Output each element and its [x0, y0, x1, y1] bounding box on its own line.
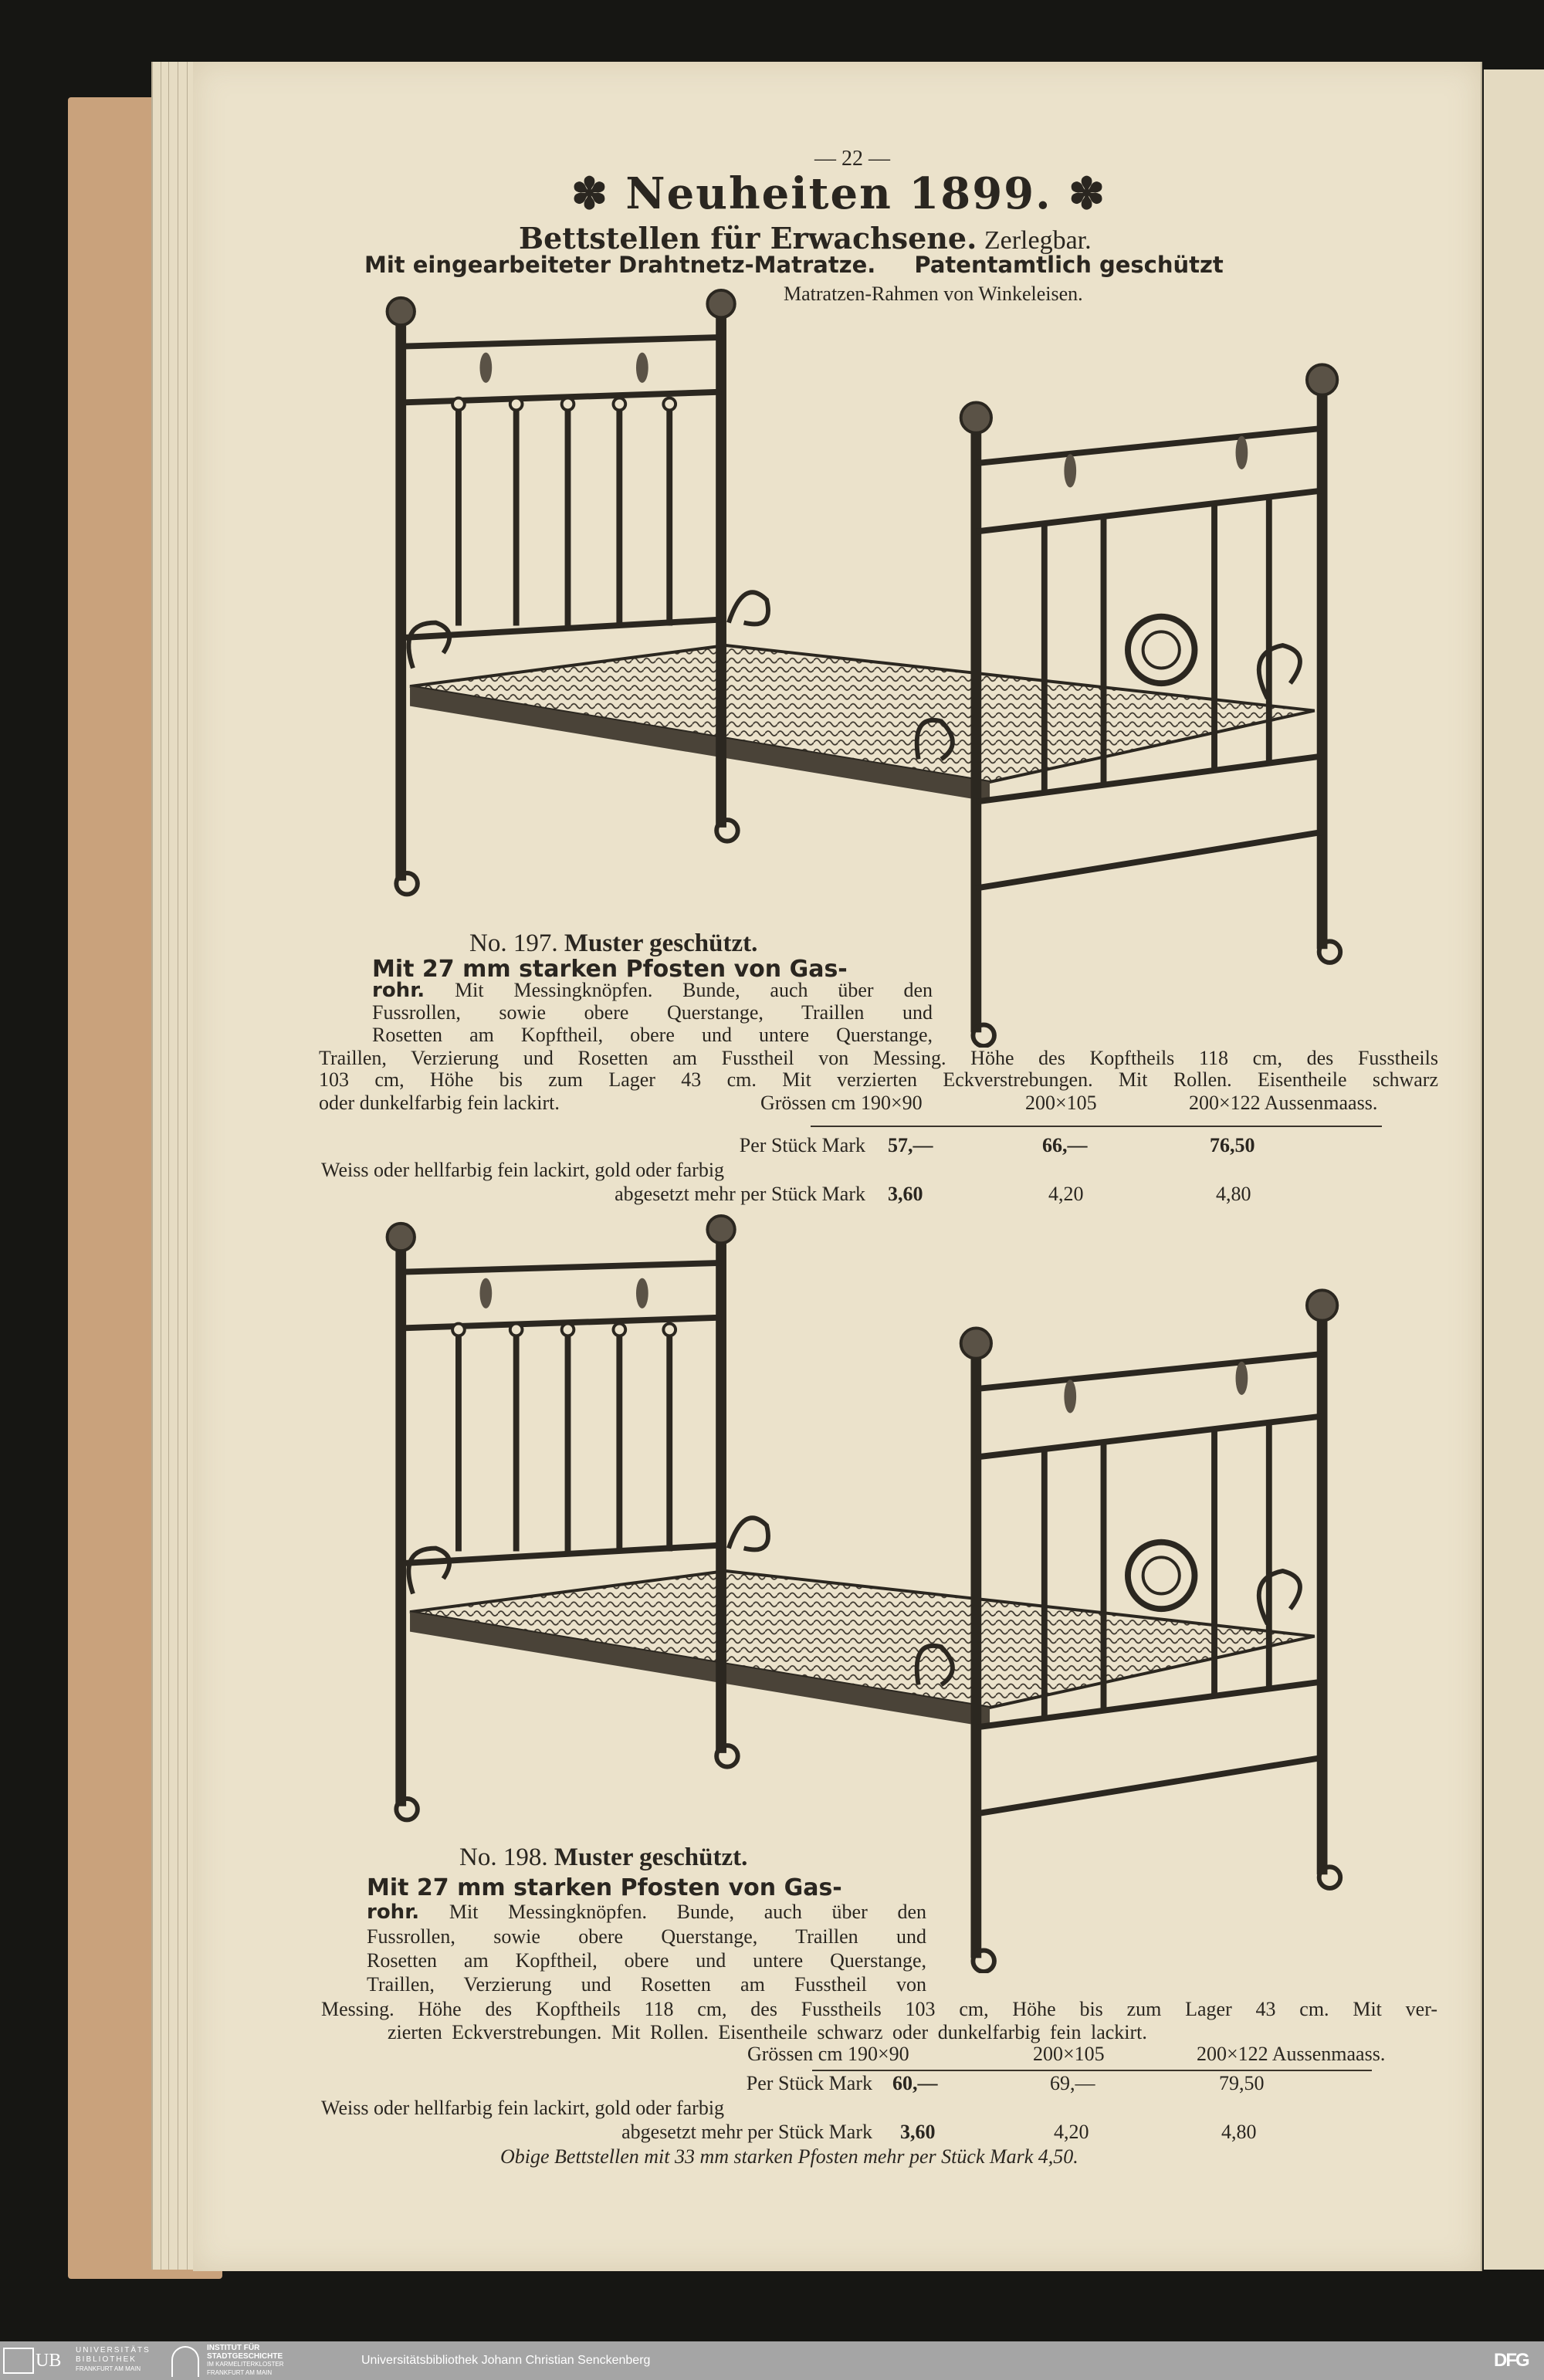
rosette: [613, 398, 625, 411]
product-number: No. 198.: [459, 1843, 548, 1871]
desc-bold: rohr.: [367, 1901, 420, 1924]
center-medallion: [1128, 617, 1195, 684]
size-col-2: 200×105: [1025, 1092, 1097, 1114]
castor-wheel: [973, 1025, 994, 1047]
footboard-rail: [976, 832, 1322, 889]
price-col-1: 57,—: [888, 1134, 933, 1156]
price-col-2: 66,—: [1042, 1134, 1088, 1156]
castor-wheel: [973, 1951, 994, 1972]
sizes-header: [747, 2043, 909, 2066]
title-text: Neuheiten 1899.: [625, 168, 1052, 219]
logo-line: BIBLIOTHEK: [76, 2355, 137, 2364]
castor-wheel: [396, 1799, 418, 1820]
desc-line: 103 cm, Höhe bis zum Lager 43 cm. Mit verzierten Eckverstrebungen. Mit Rollen. Eisentheile schwarz: [319, 1068, 1438, 1091]
sizes-header: [760, 1092, 923, 1115]
ub-logo-icon[interactable]: [3, 2348, 34, 2374]
thick-post-note: Obige Bettstellen mit 33 mm starken Pfosten mehr per Stück Mark 4,50.: [500, 2145, 1078, 2168]
desc-text: Mit Messingknöpfen. Bunde, auch über den: [449, 1901, 926, 1923]
page-stack-edges: [151, 62, 199, 2270]
logo-line: IM KARMELITERKLOSTER: [207, 2361, 284, 2368]
feature-line: [364, 252, 1224, 278]
brass-knob: [388, 298, 415, 325]
castor-wheel: [716, 820, 738, 841]
product-heading: [469, 929, 757, 958]
size-col-1: 190×90: [847, 2043, 909, 2065]
surcharge-col-2: 4,20: [1054, 2121, 1089, 2143]
price-label: Per Stück Mark: [739, 1134, 865, 1156]
price-col-3: 76,50: [1210, 1134, 1255, 1156]
surcharge-text: Weiss oder hellfarbig fein lackirt, gold oder farbig: [321, 1159, 725, 1181]
ub-logo-lines: [76, 2346, 151, 2374]
brass-knob: [388, 1224, 415, 1251]
brass-traille: [1236, 1362, 1248, 1395]
desc-line: oder dunkelfarbig fein lackirt.: [319, 1092, 560, 1114]
rosette: [510, 398, 523, 411]
castor-wheel: [1319, 1867, 1341, 1888]
surcharge-label: abgesetzt mehr per Stück Mark: [621, 2121, 872, 2143]
footboard-rail: [976, 1758, 1322, 1814]
brass-knob: [707, 290, 734, 317]
surcharge-col-2: 4,20: [1048, 1183, 1084, 1205]
surcharge-col-3: 4,80: [1216, 1183, 1251, 1205]
logo-line: FRANKFURT AM MAIN: [76, 2365, 141, 2372]
logo-line: INSTITUT FÜR: [207, 2344, 260, 2352]
brass-knob: [1307, 1290, 1337, 1320]
castor-wheel: [396, 873, 418, 895]
rosette: [562, 398, 574, 411]
logo-line: STADTGESCHICHTE: [207, 2351, 283, 2361]
desc-line: Messing. Höhe des Kopftheils 118 cm, des Fusstheils 103 cm, Höhe bis zum Lager 43 cm. Mit ver-: [321, 1998, 1437, 2020]
page-number: — 22 —: [814, 147, 890, 171]
feature-patent: Patentamtlich geschützt: [914, 252, 1224, 278]
surcharge-col-1: 3,60: [888, 1183, 923, 1205]
brass-knob: [961, 402, 991, 432]
surcharge-col-3: 4,80: [1221, 2121, 1257, 2143]
protection-label: Muster geschützt.: [554, 1843, 748, 1871]
brass-traille: [1064, 1380, 1076, 1413]
next-page-edge: [1484, 69, 1544, 2270]
scroll-ornament: [1259, 1571, 1300, 1624]
table-rule: [812, 2070, 1372, 2071]
desc-line: zierten Eckverstrebungen. Mit Rollen. Eisentheile schwarz oder dunkelfarbig fein lackirt.: [388, 2021, 1147, 2043]
table-rule: [811, 1126, 1382, 1127]
headboard-rail: [401, 1263, 721, 1272]
rosette: [562, 1324, 574, 1336]
footboard-rail: [976, 428, 1322, 463]
castor-wheel: [716, 1745, 738, 1767]
post-spec: Mit 27 mm starken Pfosten von Gas-: [372, 956, 848, 983]
feature-mattress: Mit eingearbeiteter Drahtnetz-Matratze.: [364, 252, 876, 278]
desc-line: Rosetten am Kopftheil, obere und untere Querstange,: [372, 1024, 933, 1046]
footboard-rail: [976, 1354, 1322, 1389]
scroll-ornament: [1259, 645, 1300, 699]
size-col-3: 200×122 Aussenmaass.: [1197, 2043, 1386, 2065]
size-col-3: 200×122 Aussenmaass.: [1189, 1092, 1378, 1114]
product-heading: [459, 1843, 747, 1872]
subtitle-bold: Bettstellen für Erwachsene.: [519, 221, 977, 256]
page-title: [571, 168, 1106, 219]
brass-knob: [961, 1328, 991, 1358]
desc-text: Mit Messingknöpfen. Bunde, auch über den: [455, 979, 933, 1001]
product-number: No. 197.: [469, 929, 558, 957]
rosette: [510, 1324, 523, 1336]
rosette: [452, 1324, 465, 1336]
size-col-2: 200×105: [1033, 2043, 1105, 2065]
subtitle-light: Zerlegbar.: [984, 226, 1092, 255]
rosette: [613, 1324, 625, 1336]
brass-traille: [636, 1278, 648, 1308]
desc-line: [372, 979, 933, 1002]
brass-traille: [1236, 436, 1248, 469]
brass-traille: [479, 353, 492, 383]
scroll-ornament: [408, 1549, 449, 1594]
desc-line: Traillen, Verzierung und Rosetten am Fusstheil von Messing. Höhe des Kopftheils 118 cm, des Fusstheils: [319, 1047, 1438, 1069]
price-label: Per Stück Mark: [746, 2072, 872, 2094]
viewer-footer: [0, 2341, 1544, 2380]
sizes-label: Grössen cm: [747, 2043, 843, 2065]
price-col-2: 69,—: [1050, 2072, 1095, 2094]
center-medallion-inner: [1143, 631, 1180, 668]
frame-note: Matratzen-Rahmen von Winkeleisen.: [784, 283, 1083, 305]
center-medallion: [1128, 1542, 1195, 1610]
brass-traille: [1064, 454, 1076, 487]
flower-ornament-icon: ✽: [1068, 168, 1107, 219]
scroll-ornament: [729, 592, 768, 624]
price-col-1: 60,—: [892, 2072, 938, 2094]
institute-logo-icon[interactable]: [171, 2346, 199, 2377]
institute-logo-lines: [207, 2344, 284, 2377]
desc-line: Fussrollen, sowie obere Querstange, Traillen und: [372, 1001, 933, 1024]
rosette: [663, 1324, 676, 1336]
logo-line: FRANKFURT AM MAIN: [207, 2368, 273, 2376]
center-medallion-inner: [1143, 1557, 1180, 1593]
rosette: [452, 398, 465, 411]
brass-traille: [479, 1278, 492, 1308]
desc-line: Traillen, Verzierung und Rosetten am Fusstheil von: [367, 1973, 926, 1996]
logo-line: UNIVERSITÄTS: [76, 2346, 151, 2355]
scroll-ornament: [729, 1518, 768, 1549]
desc-line: Fussrollen, sowie obere Querstange, Traillen und: [367, 1925, 926, 1948]
headboard-rail: [401, 337, 721, 347]
desc-bold: rohr.: [372, 979, 425, 1002]
brass-traille: [636, 353, 648, 383]
ub-logo-text: UB: [36, 2351, 62, 2371]
desc-line: [367, 1901, 926, 1924]
sizes-label: Grössen cm: [760, 1092, 856, 1114]
surcharge-col-1: 3,60: [900, 2121, 936, 2143]
castor-wheel: [1319, 941, 1341, 963]
protection-label: Muster geschützt.: [564, 929, 758, 957]
dfg-logo[interactable]: DFG: [1494, 2350, 1529, 2371]
brass-knob: [707, 1216, 734, 1243]
scroll-ornament: [408, 623, 449, 669]
surcharge-label: abgesetzt mehr per Stück Mark: [615, 1183, 865, 1205]
flower-ornament-icon: ✽: [571, 168, 609, 219]
rosette: [663, 398, 676, 411]
size-col-1: 190×90: [860, 1092, 923, 1114]
brass-knob: [1307, 364, 1337, 394]
desc-line: Rosetten am Kopftheil, obere und untere Querstange,: [367, 1949, 926, 1972]
price-col-3: 79,50: [1219, 2072, 1265, 2094]
library-name[interactable]: Universitätsbibliothek Johann Christian Senckenberg: [361, 2354, 651, 2367]
surcharge-text: Weiss oder hellfarbig fein lackirt, gold oder farbig: [321, 2097, 725, 2119]
post-spec: Mit 27 mm starken Pfosten von Gas-: [367, 1874, 842, 1901]
